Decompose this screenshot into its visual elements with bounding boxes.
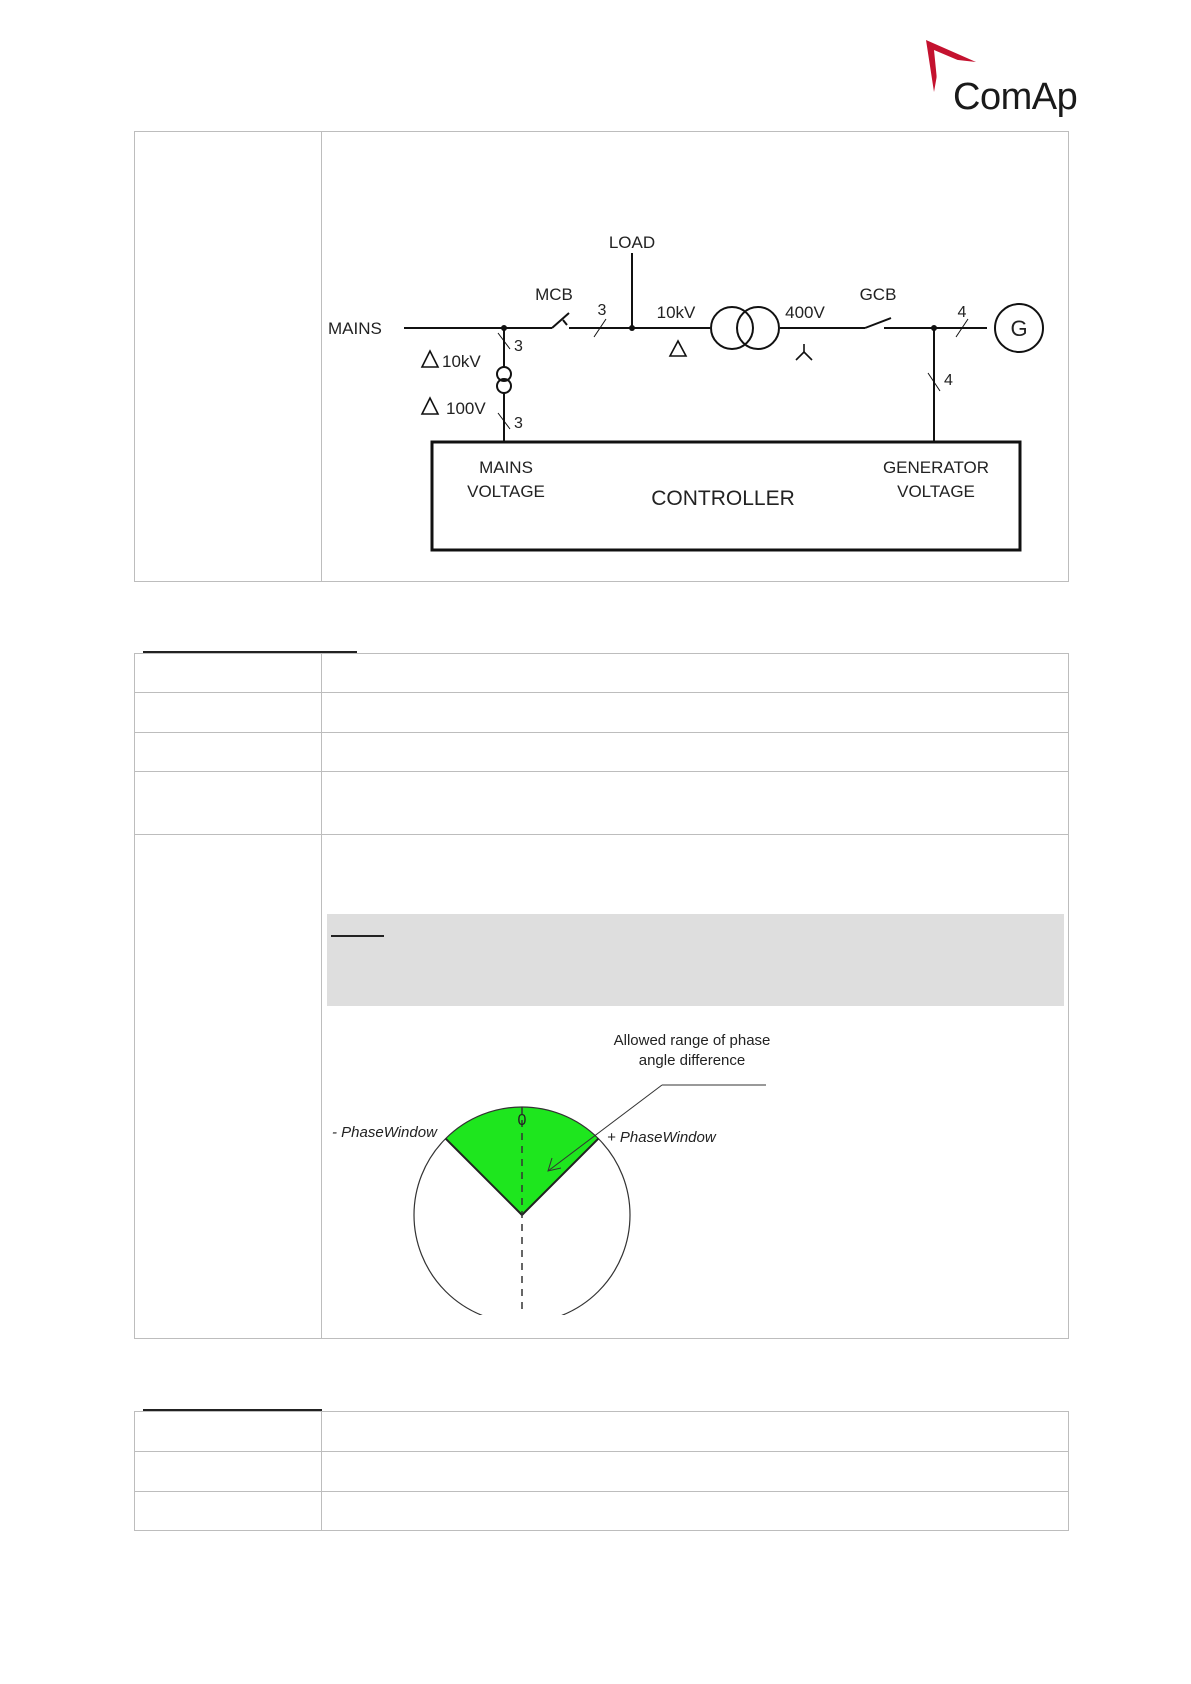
vt-secondary-label: 100V: [446, 399, 486, 418]
hv-voltage-label: 10kV: [656, 303, 696, 322]
comap-logo: [920, 36, 1090, 122]
vt-wire-count-top: 3: [514, 338, 523, 355]
single-line-diagram: [322, 225, 1067, 560]
allowed-range-label-1: Allowed range of phase: [613, 1032, 771, 1049]
allowed-range-label-2: angle difference: [638, 1052, 746, 1069]
lv-voltage-label: 400V: [785, 303, 825, 322]
mains-label: MAINS: [328, 319, 382, 338]
minus-phase-window-label: - PhaseWindow: [332, 1124, 437, 1141]
load-label: LOAD: [608, 233, 656, 252]
zero-label: 0: [517, 1112, 527, 1129]
note-box: [327, 914, 1064, 1006]
mcb-label: MCB: [535, 285, 573, 304]
plus-phase-window-label: + PhaseWindow: [607, 1129, 716, 1146]
gcb-label: GCB: [859, 285, 897, 304]
phase-window-diagram: [322, 1025, 782, 1315]
gen-voltage-label-1: GENERATOR: [882, 458, 990, 477]
logo-text: ComAp: [953, 76, 1078, 118]
note-heading-underline: [331, 935, 384, 937]
mains-voltage-label-1: MAINS: [479, 458, 533, 477]
controller-label: CONTROLLER: [651, 487, 795, 510]
gen-vt-wire-count: 4: [944, 372, 953, 389]
generator-symbol-label: G: [1010, 316, 1028, 341]
gen-voltage-label-2: VOLTAGE: [897, 482, 975, 501]
vt-primary-label: 10kV: [442, 352, 481, 371]
table-bottom: [134, 1411, 1069, 1531]
mcb-wire-count: 3: [597, 302, 607, 319]
vt-wire-count-bottom: 3: [514, 415, 523, 432]
mains-voltage-label-2: VOLTAGE: [467, 482, 545, 501]
gen-wire-count: 4: [957, 304, 967, 321]
